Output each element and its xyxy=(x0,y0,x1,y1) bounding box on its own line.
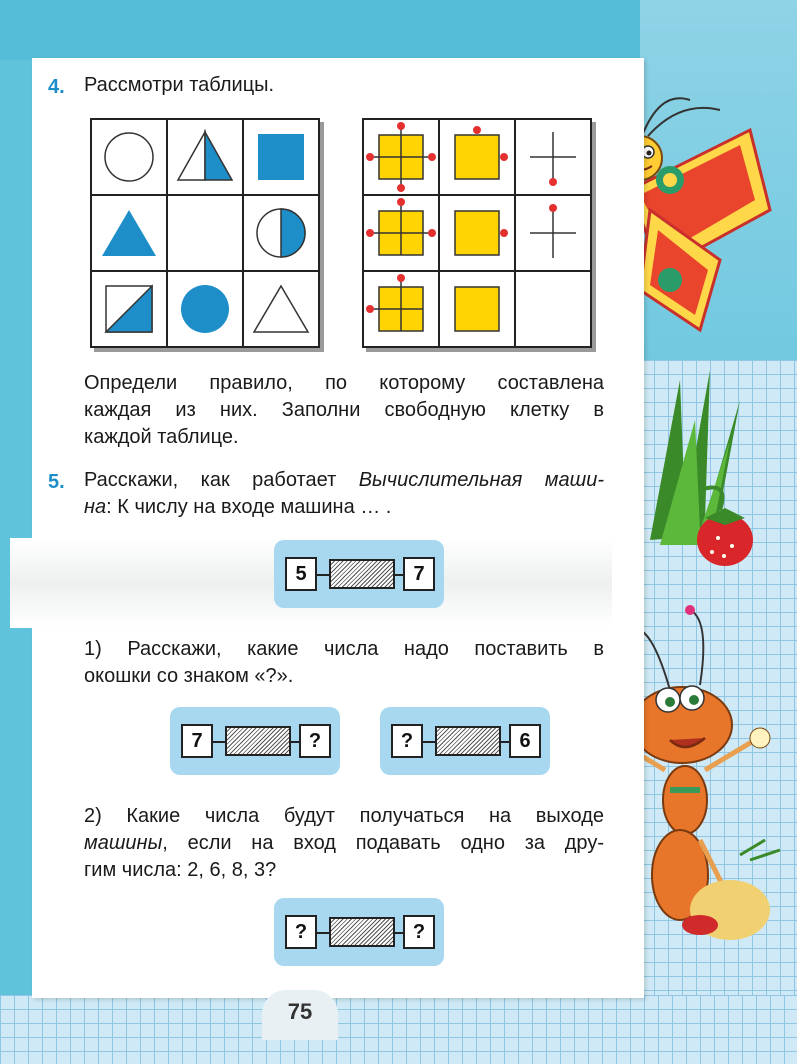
wire xyxy=(395,574,403,576)
grass-strawberry-illustration xyxy=(640,360,760,580)
task-4-body-line-3: каждой таблице. xyxy=(84,426,239,448)
machine-example xyxy=(274,540,444,608)
q1-line-2: окошки со знаком «?». xyxy=(84,665,294,687)
task-4-title: Рассмотри таблицы. xyxy=(84,74,275,96)
machine-output: 7 xyxy=(403,557,435,591)
bottom-grid-pattern xyxy=(0,995,797,1064)
machine-body xyxy=(225,726,291,756)
page-number: 75 xyxy=(262,990,338,1040)
task-5-line-1: Расскажи, как работает Вычислительная маши- xyxy=(84,469,605,491)
cell-white-triangle xyxy=(243,271,319,347)
machine-body xyxy=(435,726,501,756)
task-5-number: 5. xyxy=(48,471,65,493)
cell-square-cross-4-dots xyxy=(363,119,439,195)
wire xyxy=(317,932,329,934)
cell-blue-circle xyxy=(167,271,243,347)
cell-square-1-dot xyxy=(439,195,515,271)
machine-input[interactable]: ? xyxy=(285,915,317,949)
cell-cross-top-dot xyxy=(515,195,591,271)
q2-line-1: 2) Какие числа будут получаться на выходе xyxy=(84,805,604,827)
task-4-number: 4. xyxy=(48,76,65,98)
task-5-line-2: на: К числу на входе машина … . xyxy=(84,496,392,518)
cell-plain-square xyxy=(439,271,515,347)
wire xyxy=(213,741,225,743)
cell-square-cross-2-dots xyxy=(363,271,439,347)
wire xyxy=(423,741,435,743)
cell-blue-triangle xyxy=(91,195,167,271)
cell-square-2-dots xyxy=(439,119,515,195)
machine-body xyxy=(329,917,395,947)
machine-output: 6 xyxy=(509,724,541,758)
wire xyxy=(501,741,509,743)
task-4-body-line-1: Определи правило, по которому составлена xyxy=(84,372,604,394)
machine-input: 5 xyxy=(285,557,317,591)
machine-output[interactable]: ? xyxy=(403,915,435,949)
cell-half-triangle xyxy=(167,119,243,195)
machine-body xyxy=(329,559,395,589)
wire xyxy=(291,741,299,743)
task-4-body-line-2: каждая из них. Заполни свободную клетку в xyxy=(84,399,604,421)
machine-output[interactable]: ? xyxy=(299,724,331,758)
q1-line-1: 1) Расскажи, какие числа надо поставить в xyxy=(84,638,604,660)
shapes-table xyxy=(90,118,320,348)
q2-line-3: гим числа: 2, 6, 8, 3? xyxy=(84,859,277,881)
squares-table xyxy=(362,118,592,348)
cell-half-circle xyxy=(243,195,319,271)
cell-empty[interactable] xyxy=(167,195,243,271)
machine-input: 7 xyxy=(181,724,213,758)
machine-q1-right xyxy=(380,707,550,775)
cell-white-circle xyxy=(91,119,167,195)
cell-blue-square xyxy=(243,119,319,195)
cell-cross-1-dot xyxy=(515,119,591,195)
wire xyxy=(317,574,329,576)
machine-input[interactable]: ? xyxy=(391,724,423,758)
machine-q2 xyxy=(274,898,444,966)
machine-q1-left xyxy=(170,707,340,775)
q2-line-2: машины, если на вход подавать одно за дру- xyxy=(84,832,604,854)
wire xyxy=(395,932,403,934)
cell-empty[interactable] xyxy=(515,271,591,347)
cell-square-cross-3-dots xyxy=(363,195,439,271)
cell-half-square xyxy=(91,271,167,347)
